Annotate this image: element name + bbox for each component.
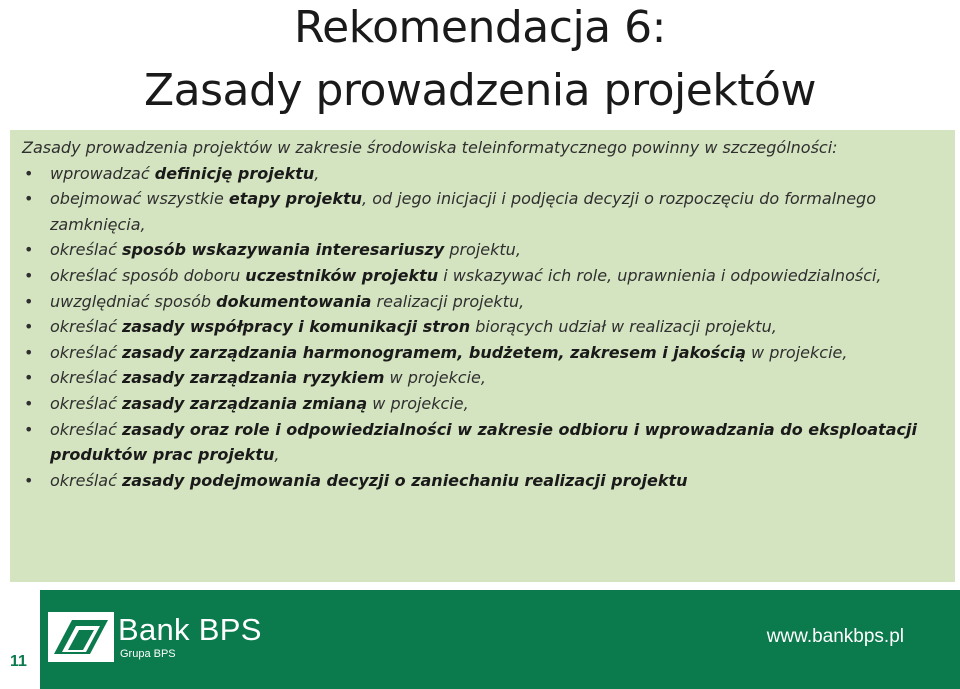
title-line-2: Zasady prowadzenia projektów xyxy=(144,65,816,116)
content-body xyxy=(22,135,952,493)
website-link[interactable]: www.bankbps.pl xyxy=(766,626,904,647)
list-item: • określać zasady zarządzania ryzykiem w projekcie, xyxy=(22,365,952,391)
list-item: • określać zasady współpracy i komunikacji stron biorących udział w realizacji projektu, xyxy=(22,314,952,340)
list-item: • określać sposób doboru uczestników projektu i wskazywać ich role, uprawnienia i odpowiedzialności, xyxy=(22,263,952,289)
list-item: • określać sposób wskazywania interesariuszy projektu, xyxy=(22,237,952,263)
title-line-1: Rekomendacja 6: xyxy=(294,2,666,53)
brand-name: Bank BPS xyxy=(118,612,262,647)
list-item: • określać zasady zarządzania harmonogramem, budżetem, zakresem i jakością w projekcie, xyxy=(22,340,952,366)
page-number-box xyxy=(0,590,40,689)
list-item: • obejmować wszystkie etapy projektu, od jego inicjacji i podjęcia decyzji o rozpoczęciu do formalnego zamknięcia, xyxy=(22,186,952,237)
brand-subtitle: Grupa BPS xyxy=(120,648,176,660)
intro-text: Zasady prowadzenia projektów w zakresie środowiska teleinformatycznego powinny w szczególności: xyxy=(22,138,838,157)
list-item: • uwzględniać sposób dokumentowania realizacji projektu, xyxy=(22,289,952,315)
recommendation-list xyxy=(22,161,952,494)
list-item: • określać zasady zarządzania zmianą w projekcie, xyxy=(22,391,952,417)
list-item: • określać zasady podejmowania decyzji o zaniechaniu realizacji projektu xyxy=(22,468,952,494)
bank-bps-logo-icon xyxy=(48,612,114,662)
list-item: • określać zasady oraz role i odpowiedzialności w zakresie odbioru i wprowadzania do eksploatacji produktów prac projektu, xyxy=(22,417,952,468)
page-number: 11 xyxy=(10,653,27,670)
list-item: • wprowadzać definicję projektu, xyxy=(22,161,952,187)
slide-title xyxy=(0,0,960,128)
